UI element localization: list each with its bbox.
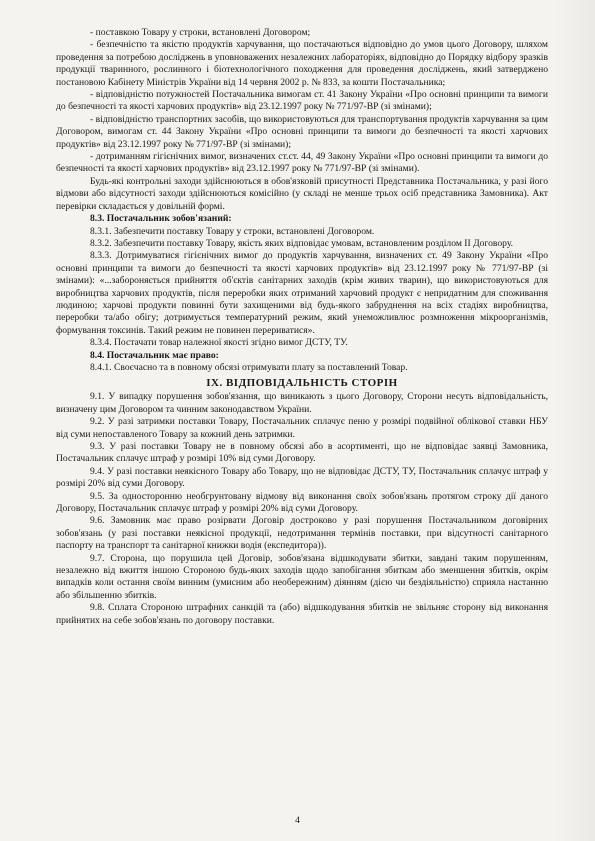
paragraph: 9.1. У випадку порушення зобов'язання, що виникають з цього Договору, Сторони несуть відповідальність, визначену цим Договором та чинним законодавством України.	[56, 391, 548, 415]
paragraph: 8.3.3. Дотримуватися гігієнічних вимог до продуктів харчування, визначених ст. 49 Закону України «Про основні принципи та вимоги до безпечності та якості харчових продуктів» від 23.12.1997 року № 771/97-ВР (зі змінами): «...забороняється прийняття об'єктів санітарних заходів (крім живих тварин), що використовуються для виробництва харчових продуктів, після переробки яких отриманий харчовий продукт є непридатним для споживання людиною; харчові продукти повинні бути захищеними від будь-якого забруднення на всіх стадіях виробництва, переробки та/або обігу; дотримується температурний режим, який унеможливлює розмноження мікроорганізмів, формування токсинів. Такий режим не повинен перериватися».	[56, 250, 548, 336]
paragraph: - відповідністю потужностей Постачальника вимогам ст. 41 Закону України «Про основні принципи та вимоги до безпечності та якості харчових продуктів» від 23.12.1997 року № 771/97-ВР (зі змінами);	[56, 89, 548, 113]
paragraph: 9.8. Сплата Стороною штрафних санкцій та (або) відшкодування збитків не звільняє сторону від виконання прийнятих на себе зобов'язань по договору поставки.	[56, 602, 548, 626]
paragraph: - поставкою Товару у строки, встановлені Договором;	[90, 27, 311, 38]
paragraph: 8.4.1. Своєчасно та в повному обсязі отримувати плату за поставлений Товар.	[90, 361, 408, 373]
paragraph: 9.4. У разі поставки неякісного Товару або Товару, що не відповідає ДСТУ, ТУ, Постачальник сплачує штраф у розмірі 20% від суми Договору.	[56, 465, 548, 490]
paragraph: 9.3. У разі поставки Товару не в повному обсязі або в асортименті, що не відповідає заявці Замовника, Постачальник сплачує штраф у розмірі 10% від суми Договору.	[56, 441, 548, 465]
section-title: IX. ВІДПОВІДАЛЬНІСТЬ СТОРІН	[206, 377, 398, 390]
paragraph: 9.5. За односторонню необгрунтовану відмову від виконання своїх зобов'язань протягом строку дії даного Договору, Постачальник сплачує штраф у розмірі 20% від суми Договору.	[56, 490, 548, 515]
paragraph: 9.7. Сторона, що порушила цей Договір, зобов'язана відшкодувати збитки, завдані таким порушенням, незалежно від вжиття іншою Стороною будь-яких заходів щодо запобігання збиткам або зменшення збитків, окрім випадків коли остання своїм винним (умисним або необережним) діянням (дією чи бездіяльністю) сприяла настанню або збільшенню збитків.	[56, 552, 548, 601]
paragraph: 8.3. Постачальник зобов'язаний:	[90, 213, 232, 225]
paragraph: 8.4. Постачальник має право:	[90, 349, 219, 361]
paragraph: 8.3.1. Забезпечити поставку Товару у строки, встановлені Договором.	[90, 225, 375, 237]
page-number: 4	[295, 815, 300, 826]
paragraph: - відповідністю транспортних засобів, що використовуються для транспортування продуктів харчування за цим Договором, вимогам ст. 44 Закону України «Про основні принципи та вимоги до безпечності та якості харчових продуктів» від 23.12.1997 року № 771/97-ВР (зі змінами);	[56, 113, 548, 150]
scan-shadow	[555, 0, 595, 841]
liability-clauses	[56, 391, 548, 627]
contract-clauses	[56, 27, 548, 374]
paragraph: Будь-які контрольні заходи здійснюються в обов'язковій присутності Представника Постачальника, у разі його відмови або відсутності заходи здійснюються комісійно (у складі не менше трьох осіб представника Замовника). Акт перевірки складається у довільній формі.	[56, 175, 548, 212]
paragraph: 9.2. У разі затримки поставки Товару, Постачальник сплачує пеню у розмірі подвійної облікової ставки НБУ від суми непоставленого Товару за кожний день затримки.	[56, 416, 548, 440]
paragraph: 9.6. Замовник має право розірвати Договір достроково у разі порушення Постачальником договірних зобов'язань (у разі поставки неякісної продукції, недотримання термінів поставки, при відсутності санітарного паспорту на транспорт та санітарної книжки водія (експедитора)).	[56, 515, 548, 552]
paragraph: - безпечністю та якістю продуктів харчування, що постачаються відповідно до умов цього Договору, шляхом проведення за потребою досліджень в уповноважених незалежних лабораторіях, відповідно до Порядку відбору зразків продукції тваринного, рослинного і біотехнологічного походження для проведення досліджень, який затверджено постановою Кабінету Міністрів України від 14 червня 2002 р. № 833, за кошти Постачальника;	[56, 39, 548, 88]
paragraph: 8.3.4. Постачати товар належної якості згідно вимог ДСТУ, ТУ.	[90, 337, 348, 349]
paragraph: - дотриманням гігієнічних вимог, визначених ст.ст. 44, 49 Закону України «Про основні принципи та вимоги до безпечності та якості харчових продуктів» від 23.12.1997 року № 771/97-ВР (зі змінами).	[56, 151, 548, 175]
paragraph: 8.3.2. Забезпечити поставку Товару, якість яких відповідає умовам, встановленим розділом II Договору.	[90, 237, 514, 249]
document-page	[56, 27, 548, 627]
